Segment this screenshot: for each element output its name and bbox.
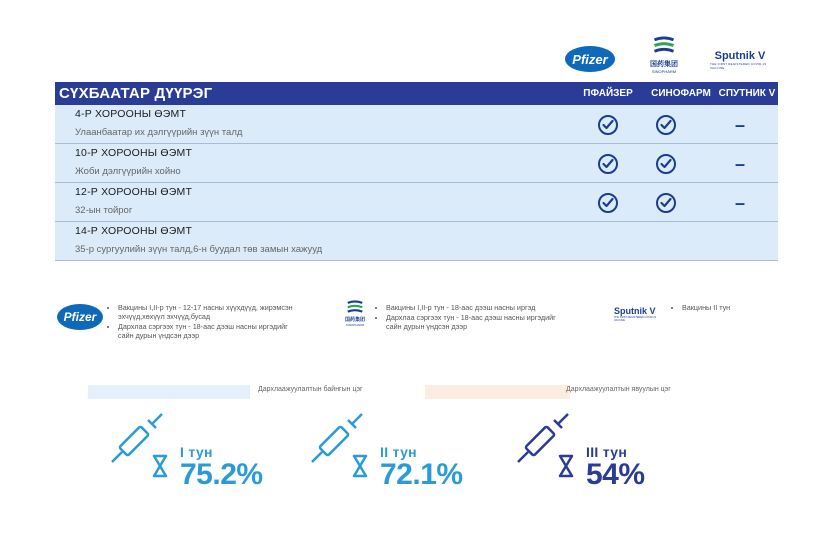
legend-sputnik-logo <box>614 306 666 322</box>
clinic-address: Улаанбаатар их дэлгүүрийн зүүн талд <box>75 127 243 138</box>
dose-1-text <box>180 428 263 490</box>
sinopharm-logo <box>646 36 682 74</box>
column-sinopharm: СИНОФАРМ <box>651 88 711 99</box>
dose-2-text <box>380 428 463 490</box>
sputnik-label: Sputnik V <box>714 50 766 62</box>
table-row <box>55 183 778 222</box>
dose-3 <box>514 412 645 491</box>
check-circle-icon <box>651 113 681 137</box>
table-header <box>55 82 778 105</box>
syringe-hourglass-icon <box>514 412 586 484</box>
check-circle-icon <box>651 152 681 176</box>
dash-icon <box>725 113 755 137</box>
sputnik-logo <box>710 50 770 70</box>
sinopharm-en-label: SINOPHARM <box>651 69 677 74</box>
dose-2 <box>308 412 463 491</box>
dose-2-percent: 72.1% <box>380 458 463 491</box>
syringe-hourglass-icon <box>108 412 180 484</box>
clinic-address: Жоби дэлгүүрийн хойно <box>75 166 181 177</box>
check-circle-icon <box>593 152 623 176</box>
dose-1-label: I тун <box>180 444 213 460</box>
empty-cell <box>593 230 623 254</box>
table-title: СҮХБААТАР ДҮҮРЭГ <box>59 85 213 102</box>
mobile-site-bar <box>425 385 570 399</box>
dose-3-text <box>586 428 645 490</box>
table-row <box>55 144 778 183</box>
sputnik-label: Sputnik V <box>614 306 656 316</box>
column-sputnik: СПУТНИК V <box>718 88 776 99</box>
dose-3-label: III тун <box>586 444 628 460</box>
dash-icon <box>725 191 755 215</box>
clinic-name: 12-Р ХОРООНЫ ӨЭМТ <box>75 186 193 198</box>
sputnik-sub-label: THE FIRST REGISTERED COVID-19 VACCINE <box>614 316 657 322</box>
sinopharm-cn-label: 国药集团 <box>650 61 678 68</box>
empty-cell <box>725 230 755 254</box>
column-pfizer: ПФАЙЗЕР <box>583 88 633 99</box>
legend-sinopharm-text <box>376 303 571 332</box>
clinic-address: 35-р сургуулийн зүүн талд,6-н буудал төв замын хажууд <box>75 244 323 255</box>
check-circle-icon <box>593 113 623 137</box>
legend-pfizer-logo: Pfizer <box>57 304 103 330</box>
dash-icon: – <box>734 114 745 135</box>
legend-item: • Дархлаа сэргээх тун - 18-аас дээш насны иргэдийг сайн дурын үндсэн дээр <box>386 313 571 331</box>
legend-sinopharm-logo <box>340 300 370 327</box>
sputnik-sub-label: THE FIRST REGISTERED COVID-19 VACCINE <box>710 62 767 70</box>
clinic-name: 14-Р ХОРООНЫ ӨЭМТ <box>75 225 193 237</box>
legend-sputnik-text <box>672 303 782 313</box>
dose-3-percent: 54% <box>586 458 645 491</box>
dash-icon: – <box>734 153 745 174</box>
permanent-site-bar <box>88 385 250 399</box>
sinopharm-en-label: SINOPHARM <box>345 323 365 327</box>
mobile-site-label: Дархлаажуулалтын явуулын цэг <box>566 386 671 393</box>
legend-item: • Вакцины I,II-р тун - 12-17 насны хүүхдүүд, жирэмсэн эхчүүд,хөхүүл эхчүүд,бусад <box>118 303 303 321</box>
clinic-name: 10-Р ХОРООНЫ ӨЭМТ <box>75 147 193 159</box>
sinopharm-cn-label: 国药集团 <box>344 317 365 323</box>
sinopharm-emblem-icon <box>651 36 677 57</box>
syringe-hourglass-icon <box>308 412 380 484</box>
sinopharm-emblem-icon <box>345 300 365 316</box>
legend-item: • Вакцины II тун <box>682 303 782 312</box>
pfizer-logo: Pfizer <box>565 46 615 72</box>
legend-item: • Вакцины I,II-р тун - 18-аас дээш насны иргэд <box>386 303 571 312</box>
dash-icon <box>725 152 755 176</box>
table-row <box>55 222 778 261</box>
clinic-name: 4-Р ХОРООНЫ ӨЭМТ <box>75 108 187 120</box>
clinic-address: 32-ын тойрог <box>75 205 133 216</box>
dose-1 <box>108 412 263 491</box>
table-row <box>55 105 778 144</box>
check-circle-icon <box>593 191 623 215</box>
legend-pfizer-text <box>108 303 303 341</box>
legend-item: • Дархлаа сэргээх тун - 18-аас дээш насны иргэдийг сайн дурын үндсэн дээр <box>118 322 303 340</box>
check-circle-icon <box>651 191 681 215</box>
vaccination-table <box>55 82 778 261</box>
empty-cell <box>651 230 681 254</box>
dose-2-label: II тун <box>380 444 417 460</box>
dash-icon: – <box>734 192 745 213</box>
permanent-site-label: Дархлаажуулалтын байнгын цэг <box>258 386 363 393</box>
dose-1-percent: 75.2% <box>180 458 263 491</box>
